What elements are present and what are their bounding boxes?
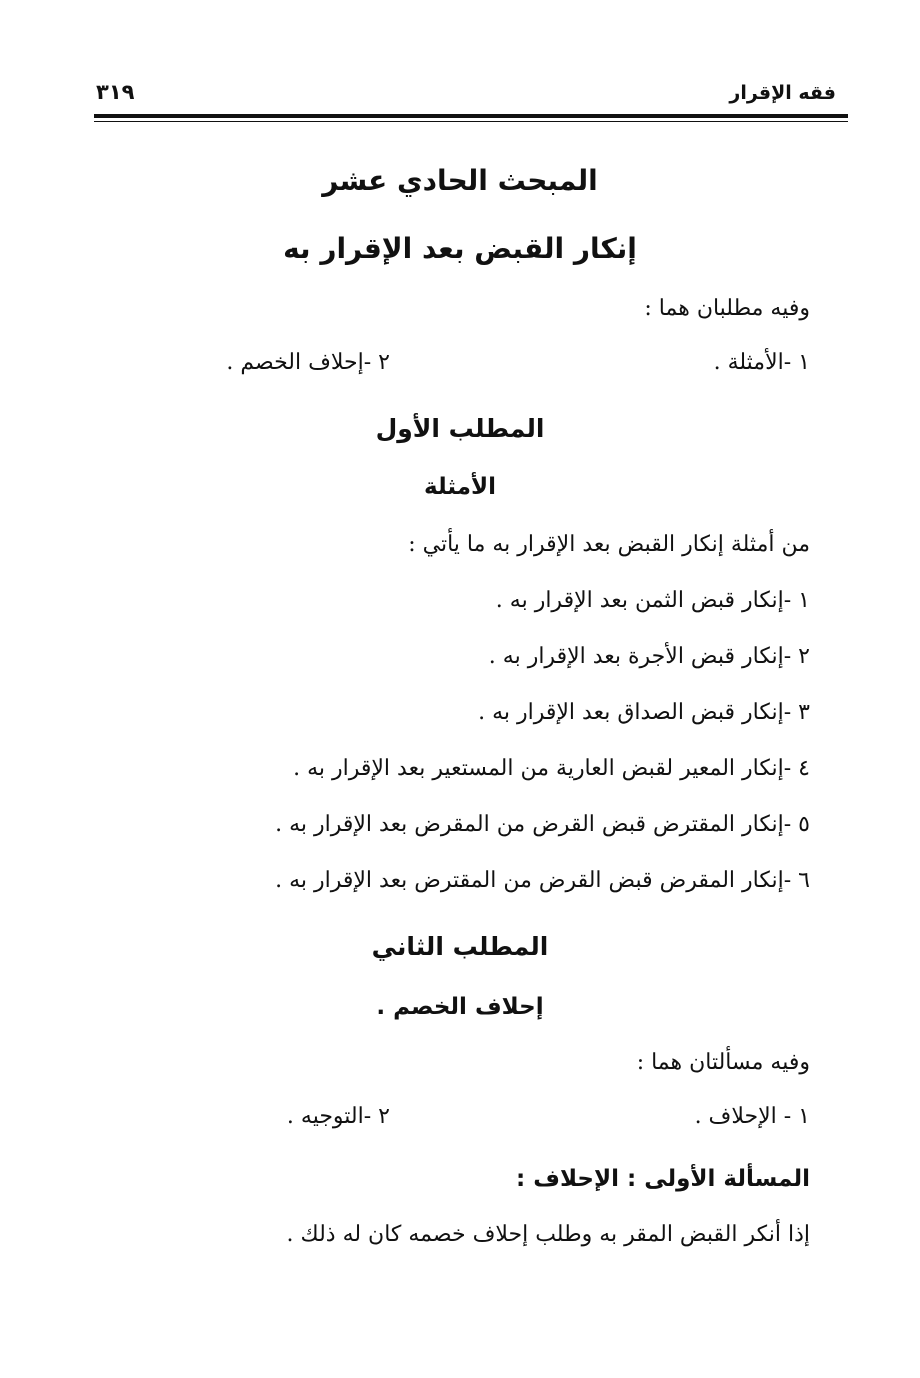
question-1-heading: المسألة الأولى : الإحلاف : bbox=[516, 1166, 810, 1192]
example-item-2: ٢ -إنكار قبض الأجرة بعد الإقرار به . bbox=[488, 644, 810, 669]
example-item-5: ٥ -إنكار المقترض قبض القرض من المقرض بعد الإقرار به . bbox=[275, 812, 810, 837]
intro-item-2: ٢ -إحلاف الخصم . bbox=[226, 350, 390, 375]
section-2-item-1: ١ - الإحلاف . bbox=[694, 1104, 810, 1129]
intro-text: وفيه مطلبان هما : bbox=[644, 296, 810, 321]
question-1-text: إذا أنكر القبض المقر به وطلب إحلاف خصمه كان له ذلك . bbox=[286, 1222, 810, 1247]
section-1-subtitle: الأمثلة bbox=[424, 474, 496, 500]
example-item-6: ٦ -إنكار المقرض قبض القرض من المقترض بعد الإقرار به . bbox=[275, 868, 810, 893]
section-2-intro: وفيه مسألتان هما : bbox=[636, 1050, 810, 1075]
chapter-subtitle: إنكار القبض بعد الإقرار به bbox=[283, 232, 637, 265]
example-item-1: ١ -إنكار قبض الثمن بعد الإقرار به . bbox=[495, 588, 810, 613]
section-2-title: المطلب الثاني bbox=[371, 932, 549, 961]
intro-item-1: ١ -الأمثلة . bbox=[713, 350, 810, 375]
section-2-subtitle: إحلاف الخصم . bbox=[376, 994, 544, 1020]
example-item-4: ٤ -إنكار المعير لقبض العارية من المستعير بعد الإقرار به . bbox=[293, 756, 810, 781]
section-1-title: المطلب الأول bbox=[375, 414, 545, 443]
section-2-item-2: ٢ -التوجيه . bbox=[286, 1104, 390, 1129]
page-number: ٣١٩ bbox=[96, 80, 135, 104]
example-item-3: ٣ -إنكار قبض الصداق بعد الإقرار به . bbox=[478, 700, 810, 725]
running-header-title: فقه الإقرار bbox=[729, 82, 836, 104]
header-rule-thin bbox=[94, 121, 848, 122]
header-rule-thick bbox=[94, 114, 848, 118]
chapter-title: المبحث الحادي عشر bbox=[322, 164, 598, 197]
section-1-intro: من أمثلة إنكار القبض بعد الإقرار به ما يأتي : bbox=[408, 532, 810, 557]
